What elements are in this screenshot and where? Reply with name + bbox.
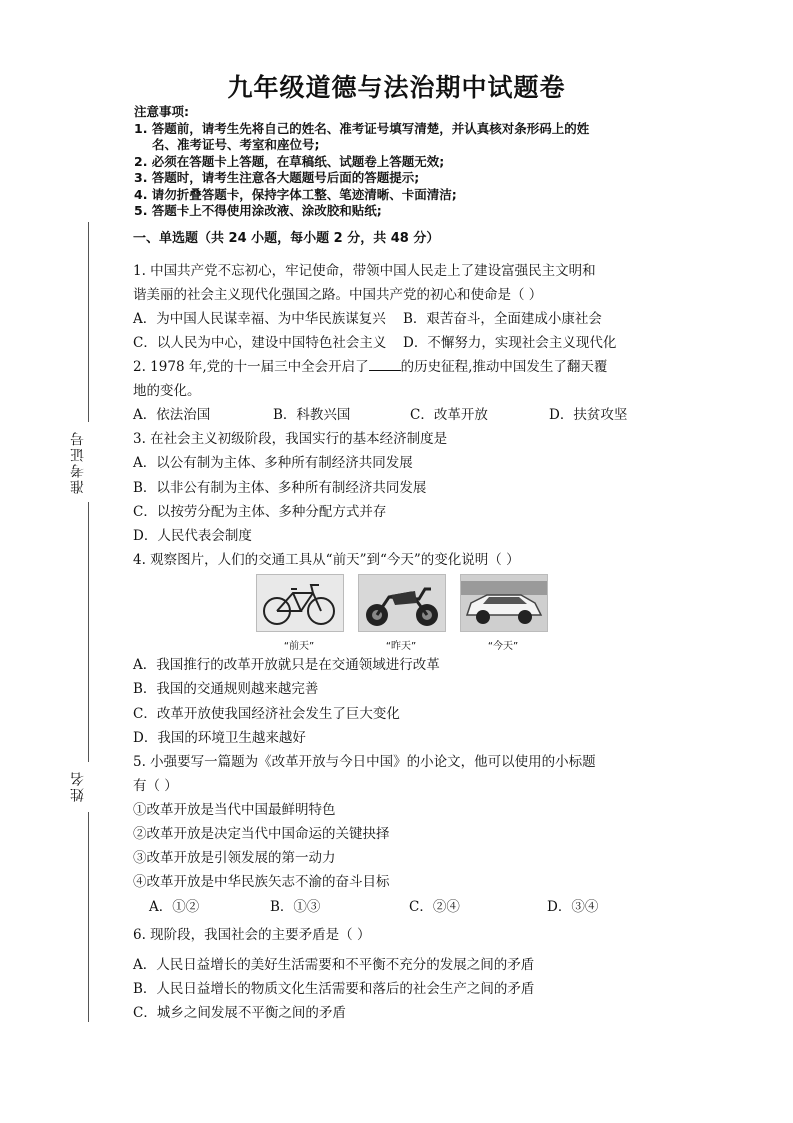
q2-option-c: C．改革开放 — [410, 407, 488, 423]
q3-option-c: C．以按劳分配为主体、多种分配方式并存 — [133, 504, 387, 520]
q5-statement-3: ③改革开放是引领发展的第一动力 — [133, 850, 336, 866]
caption-day-before-yesterday: “前天” — [283, 641, 315, 652]
note-item-2: 2. 必须在答题卡上答题，在草稿纸、试题卷上答题无效; — [134, 153, 445, 169]
margin-line-2 — [88, 502, 89, 762]
q6-stem: 6. 现阶段，我国社会的主要矛盾是（ ） — [133, 927, 371, 943]
note-item-1: 1. 答题前，请考生先将自己的姓名、准考证号填写清楚，并认真核对条形码上的姓 — [134, 120, 590, 136]
q1-stem-line2: 谐美丽的社会主义现代化强国之路。中国共产党的初心和使命是（ ） — [133, 287, 543, 303]
notes-heading: 注意事项: — [134, 104, 189, 119]
q2-stem-part2: 的历史征程,推动中国发生了翻天覆 — [400, 359, 608, 375]
q5-statement-2: ②改革开放是决定当代中国命运的关键抉择 — [133, 826, 390, 842]
q1-stem-line1: 1. 中国共产党不忘初心，牢记使命，带领中国人民走上了建设富强民主文明和 — [133, 263, 596, 279]
q5-statement-1: ①改革开放是当代中国最鲜明特色 — [133, 802, 336, 818]
note-item-3: 3. 答题时，请考生注意各大题题号后面的答题提示; — [134, 170, 420, 185]
caption-yesterday: “昨天” — [385, 641, 417, 652]
q4-stem: 4. 观察图片，人们的交通工具从“前天”到“今天”的变化说明（ ） — [133, 552, 520, 568]
q3-option-b: B．以非公有制为主体、多种所有制经济共同发展 — [133, 480, 427, 496]
q4-option-b: B．我国的交通规则越来越完善 — [133, 681, 319, 697]
q2-stem-part1: 2. 1978 年,党的十一届三中全会开启了 — [133, 359, 369, 375]
q5-option-d: D．③④ — [547, 899, 599, 915]
q3-stem: 3. 在社会主义初级阶段，我国实行的基本经济制度是 — [133, 431, 448, 447]
margin-line-1 — [88, 222, 89, 422]
q2-option-b: B．科教兴国 — [273, 407, 351, 423]
q2-option-d: D．扶贫攻坚 — [549, 407, 628, 423]
caption-today: “今天” — [487, 641, 519, 652]
motorcycle-image — [358, 574, 446, 632]
note-item-4: 4. 请勿折叠答题卡，保持字体工整、笔迹清晰、卡面清洁; — [134, 186, 457, 202]
q1-option-b: B．艰苦奋斗，全面建成小康社会 — [403, 311, 602, 327]
q2-stem-line1 — [133, 358, 607, 376]
q3-option-a: A．以公有制为主体、多种所有制经济共同发展 — [133, 455, 413, 471]
q5-statement-4: ④改革开放是中华民族矢志不渝的奋斗目标 — [133, 874, 390, 890]
q6-option-a: A．人民日益增长的美好生活需要和不平衡不充分的发展之间的矛盾 — [133, 957, 535, 973]
q5-option-b: B．①③ — [270, 899, 321, 915]
q5-option-a: A．①② — [149, 899, 200, 915]
q2-blank — [369, 358, 401, 371]
notes-block — [134, 104, 694, 220]
section-heading: 一、单选题（共 24 小题，每小题 2 分，共 48 分） — [133, 231, 440, 246]
margin-line-3 — [88, 812, 89, 1022]
margin-label-name: 姓名 — [70, 770, 86, 802]
q4-option-c: C．改革开放使我国经济社会发生了巨大变化 — [133, 706, 400, 722]
q5-option-c: C．②④ — [409, 899, 460, 915]
q2-stem-line2: 地的变化。 — [133, 383, 201, 399]
q6-option-c: C．城乡之间发展不平衡之间的矛盾 — [133, 1005, 346, 1021]
q1-option-d: D．不懈努力，实现社会主义现代化 — [403, 335, 617, 351]
q5-stem-line1: 5. 小强要写一篇题为《改革开放与今日中国》的小论文，他可以使用的小标题 — [133, 754, 596, 770]
note-item-1-cont: 名、准考证号、考室和座位号; — [152, 137, 320, 152]
q4-option-d: D．我国的环境卫生越来越好 — [133, 730, 306, 746]
q3-option-d: D．人民代表会制度 — [133, 528, 252, 544]
page-title: 九年级道德与法治期中试题卷 — [227, 73, 566, 102]
bicycle-image — [256, 574, 344, 632]
car-image — [460, 574, 548, 632]
q6-option-b: B．人民日益增长的物质文化生活需要和落后的社会生产之间的矛盾 — [133, 981, 535, 997]
q1-option-a: A．为中国人民谋幸福、为中华民族谋复兴 — [133, 311, 386, 327]
q1-option-c: C．以人民为中心，建设中国特色社会主义 — [133, 335, 387, 351]
margin-label-exam-no: 准考证号 — [70, 430, 86, 494]
q4-option-a: A．我国推行的改革开放就只是在交通领域进行改革 — [133, 657, 440, 673]
note-item-5: 5. 答题卡上不得使用涂改液、涂改胶和贴纸; — [134, 203, 382, 218]
q5-stem-line2: 有（ ） — [133, 778, 178, 794]
q2-option-a: A．依法治国 — [133, 407, 211, 423]
